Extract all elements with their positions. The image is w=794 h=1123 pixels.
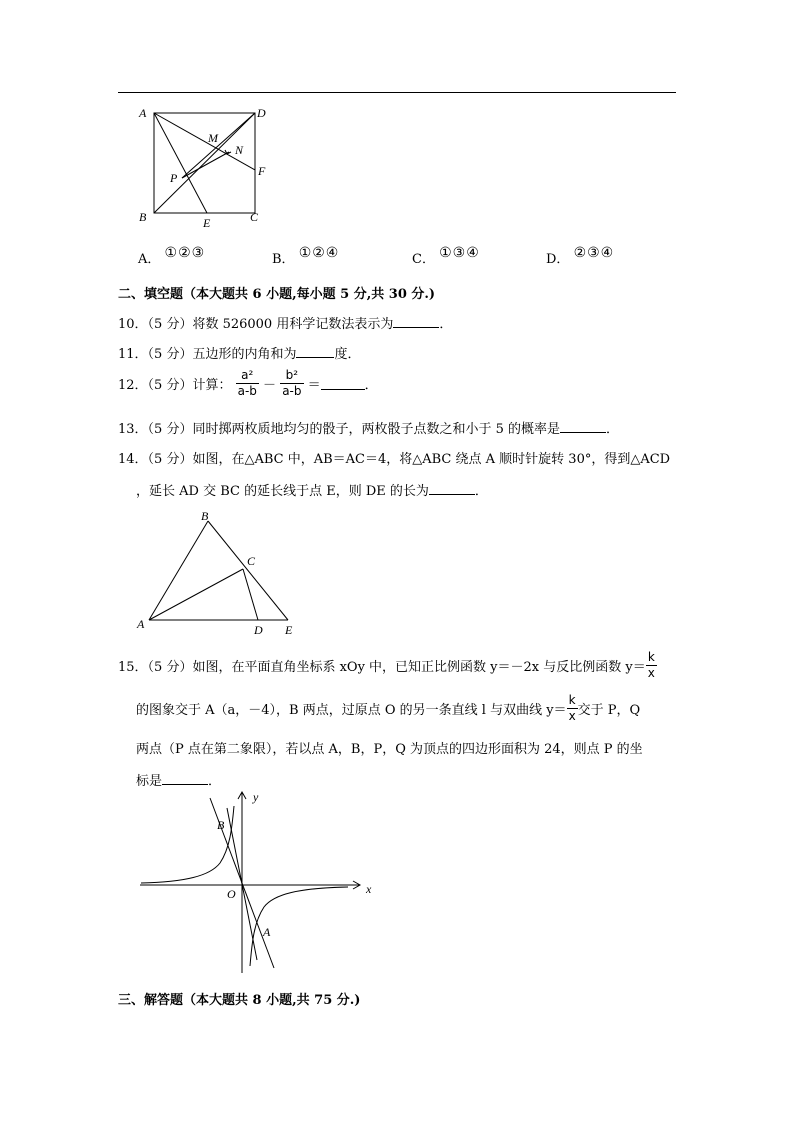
question-13 xyxy=(118,418,619,437)
q9-label-p: P xyxy=(170,171,178,185)
q14-answer-blank[interactable] xyxy=(429,482,475,495)
q15-line-4-text: 标是 xyxy=(136,774,163,789)
q14-label-b: B xyxy=(201,509,209,523)
q15-label-a: A xyxy=(263,925,271,939)
q14-label-d: D xyxy=(254,623,263,637)
option-a-value: ①②③ xyxy=(164,245,206,261)
q10-answer-blank[interactable] xyxy=(393,315,439,328)
question-11 xyxy=(118,343,360,362)
q12-num-1: a² xyxy=(236,368,259,384)
option-c[interactable] xyxy=(412,245,480,267)
option-d[interactable] xyxy=(546,245,615,267)
q15-frac-1-num: k xyxy=(646,650,657,666)
q15-answer-blank[interactable] xyxy=(162,772,208,785)
q12-equals: ＝ xyxy=(307,378,321,393)
section-3-title: 三、解答题（本大题共 8 小题,共 75 分.) xyxy=(118,993,361,1008)
q9-label-d: D xyxy=(257,106,266,120)
q15-line-1-text: 15．（5 分）如图，在平面直角坐标系 xOy 中，已知正比例函数 y＝－2x 与反比例函数 y＝ xyxy=(118,660,646,675)
q15-line-2 xyxy=(136,693,640,724)
q12-minus: － xyxy=(263,378,277,393)
q11-end: 度． xyxy=(334,347,361,362)
option-b-value: ①②④ xyxy=(298,245,340,261)
option-c-letter: C． xyxy=(412,252,435,267)
q9-label-f: F xyxy=(258,164,266,178)
q15-frac-2-num: k xyxy=(567,693,578,709)
q12-text: 12．（5 分）计算： xyxy=(118,378,232,393)
q15-line-2-text-a: 的图象交于 A（a，－4），B 两点，过原点 O 的另一条直线 l 与双曲线 y＝ xyxy=(136,703,567,718)
q14-label-c: C xyxy=(247,554,256,568)
q9-label-c: C xyxy=(250,210,259,224)
q15-label-y: y xyxy=(253,790,259,804)
question-10 xyxy=(118,313,452,332)
q13-end: ． xyxy=(605,422,619,437)
q15-line-2-text-b: 交于 P，Q xyxy=(577,703,641,718)
q11-answer-blank[interactable] xyxy=(296,345,334,358)
q14-line-1: 14．（5 分）如图，在△ABC 中，AB＝AC＝4，将△ABC 绕点 A 顺时针旋转 30°，得到△ACD xyxy=(118,452,671,467)
q15-line-1 xyxy=(118,650,657,681)
q14-label-e: E xyxy=(285,623,293,637)
q14-label-a: A xyxy=(137,617,145,631)
option-d-letter: D． xyxy=(546,252,570,267)
q9-square-figure xyxy=(130,100,280,235)
option-a-letter: A． xyxy=(138,252,161,267)
q15-line-4 xyxy=(136,770,221,789)
q13-text: 13．（5 分）同时掷两枚质地均匀的骰子，两枚骰子点数之和小于 5 的概率是 xyxy=(118,422,560,437)
q11-text: 11．（5 分）五边形的内角和为 xyxy=(118,347,297,362)
q12-end: ． xyxy=(364,378,378,393)
q12-fraction-1 xyxy=(236,368,259,399)
option-b-letter: B． xyxy=(272,252,295,267)
question-12 xyxy=(118,368,378,399)
q12-den-1: a-b xyxy=(237,384,257,398)
header-rule xyxy=(118,92,676,93)
q15-graph-figure xyxy=(135,788,385,978)
option-d-value: ②③④ xyxy=(573,245,615,261)
q12-fraction-2 xyxy=(280,368,303,399)
q10-text: 10．（5 分）将数 526000 用科学记数法表示为 xyxy=(118,317,394,332)
q12-num-2: b² xyxy=(280,368,303,384)
q15-line-3: 两点（P 点在第二象限），若以点 A，B，P，Q 为顶点的四边形面积为 24，则点 P 的坐 xyxy=(136,742,643,757)
q14-line-2-text: ，延长 AD 交 BC 的延长线于点 E，则 DE 的长为 xyxy=(136,484,429,499)
q9-label-m: M xyxy=(208,131,218,145)
q14-line-2 xyxy=(136,480,488,499)
q14-end: ． xyxy=(474,484,488,499)
q12-answer-blank[interactable] xyxy=(321,377,365,390)
q15-label-b: B xyxy=(217,818,225,832)
q9-label-e: E xyxy=(203,216,211,230)
q12-den-2: a-b xyxy=(282,384,302,398)
q9-label-a: A xyxy=(139,106,147,120)
q15-frac-2-den: x xyxy=(568,709,576,723)
section-2-title: 二、填空题（本大题共 6 小题,每小题 5 分,共 30 分.) xyxy=(118,287,436,302)
q13-answer-blank[interactable] xyxy=(560,420,606,433)
q15-fraction-2 xyxy=(567,693,578,724)
q10-end: ． xyxy=(439,317,453,332)
option-b[interactable] xyxy=(272,245,340,267)
q15-end: ． xyxy=(208,774,222,789)
q9-label-b: B xyxy=(139,210,147,224)
q15-label-o: O xyxy=(227,887,236,901)
q15-label-x: x xyxy=(366,882,372,896)
q15-frac-1-den: x xyxy=(647,666,655,680)
option-a[interactable] xyxy=(138,245,206,267)
q9-label-n: N xyxy=(235,143,244,157)
option-c-value: ①③④ xyxy=(439,245,480,261)
q14-triangle-figure xyxy=(135,507,305,637)
q15-fraction-1 xyxy=(646,650,657,681)
